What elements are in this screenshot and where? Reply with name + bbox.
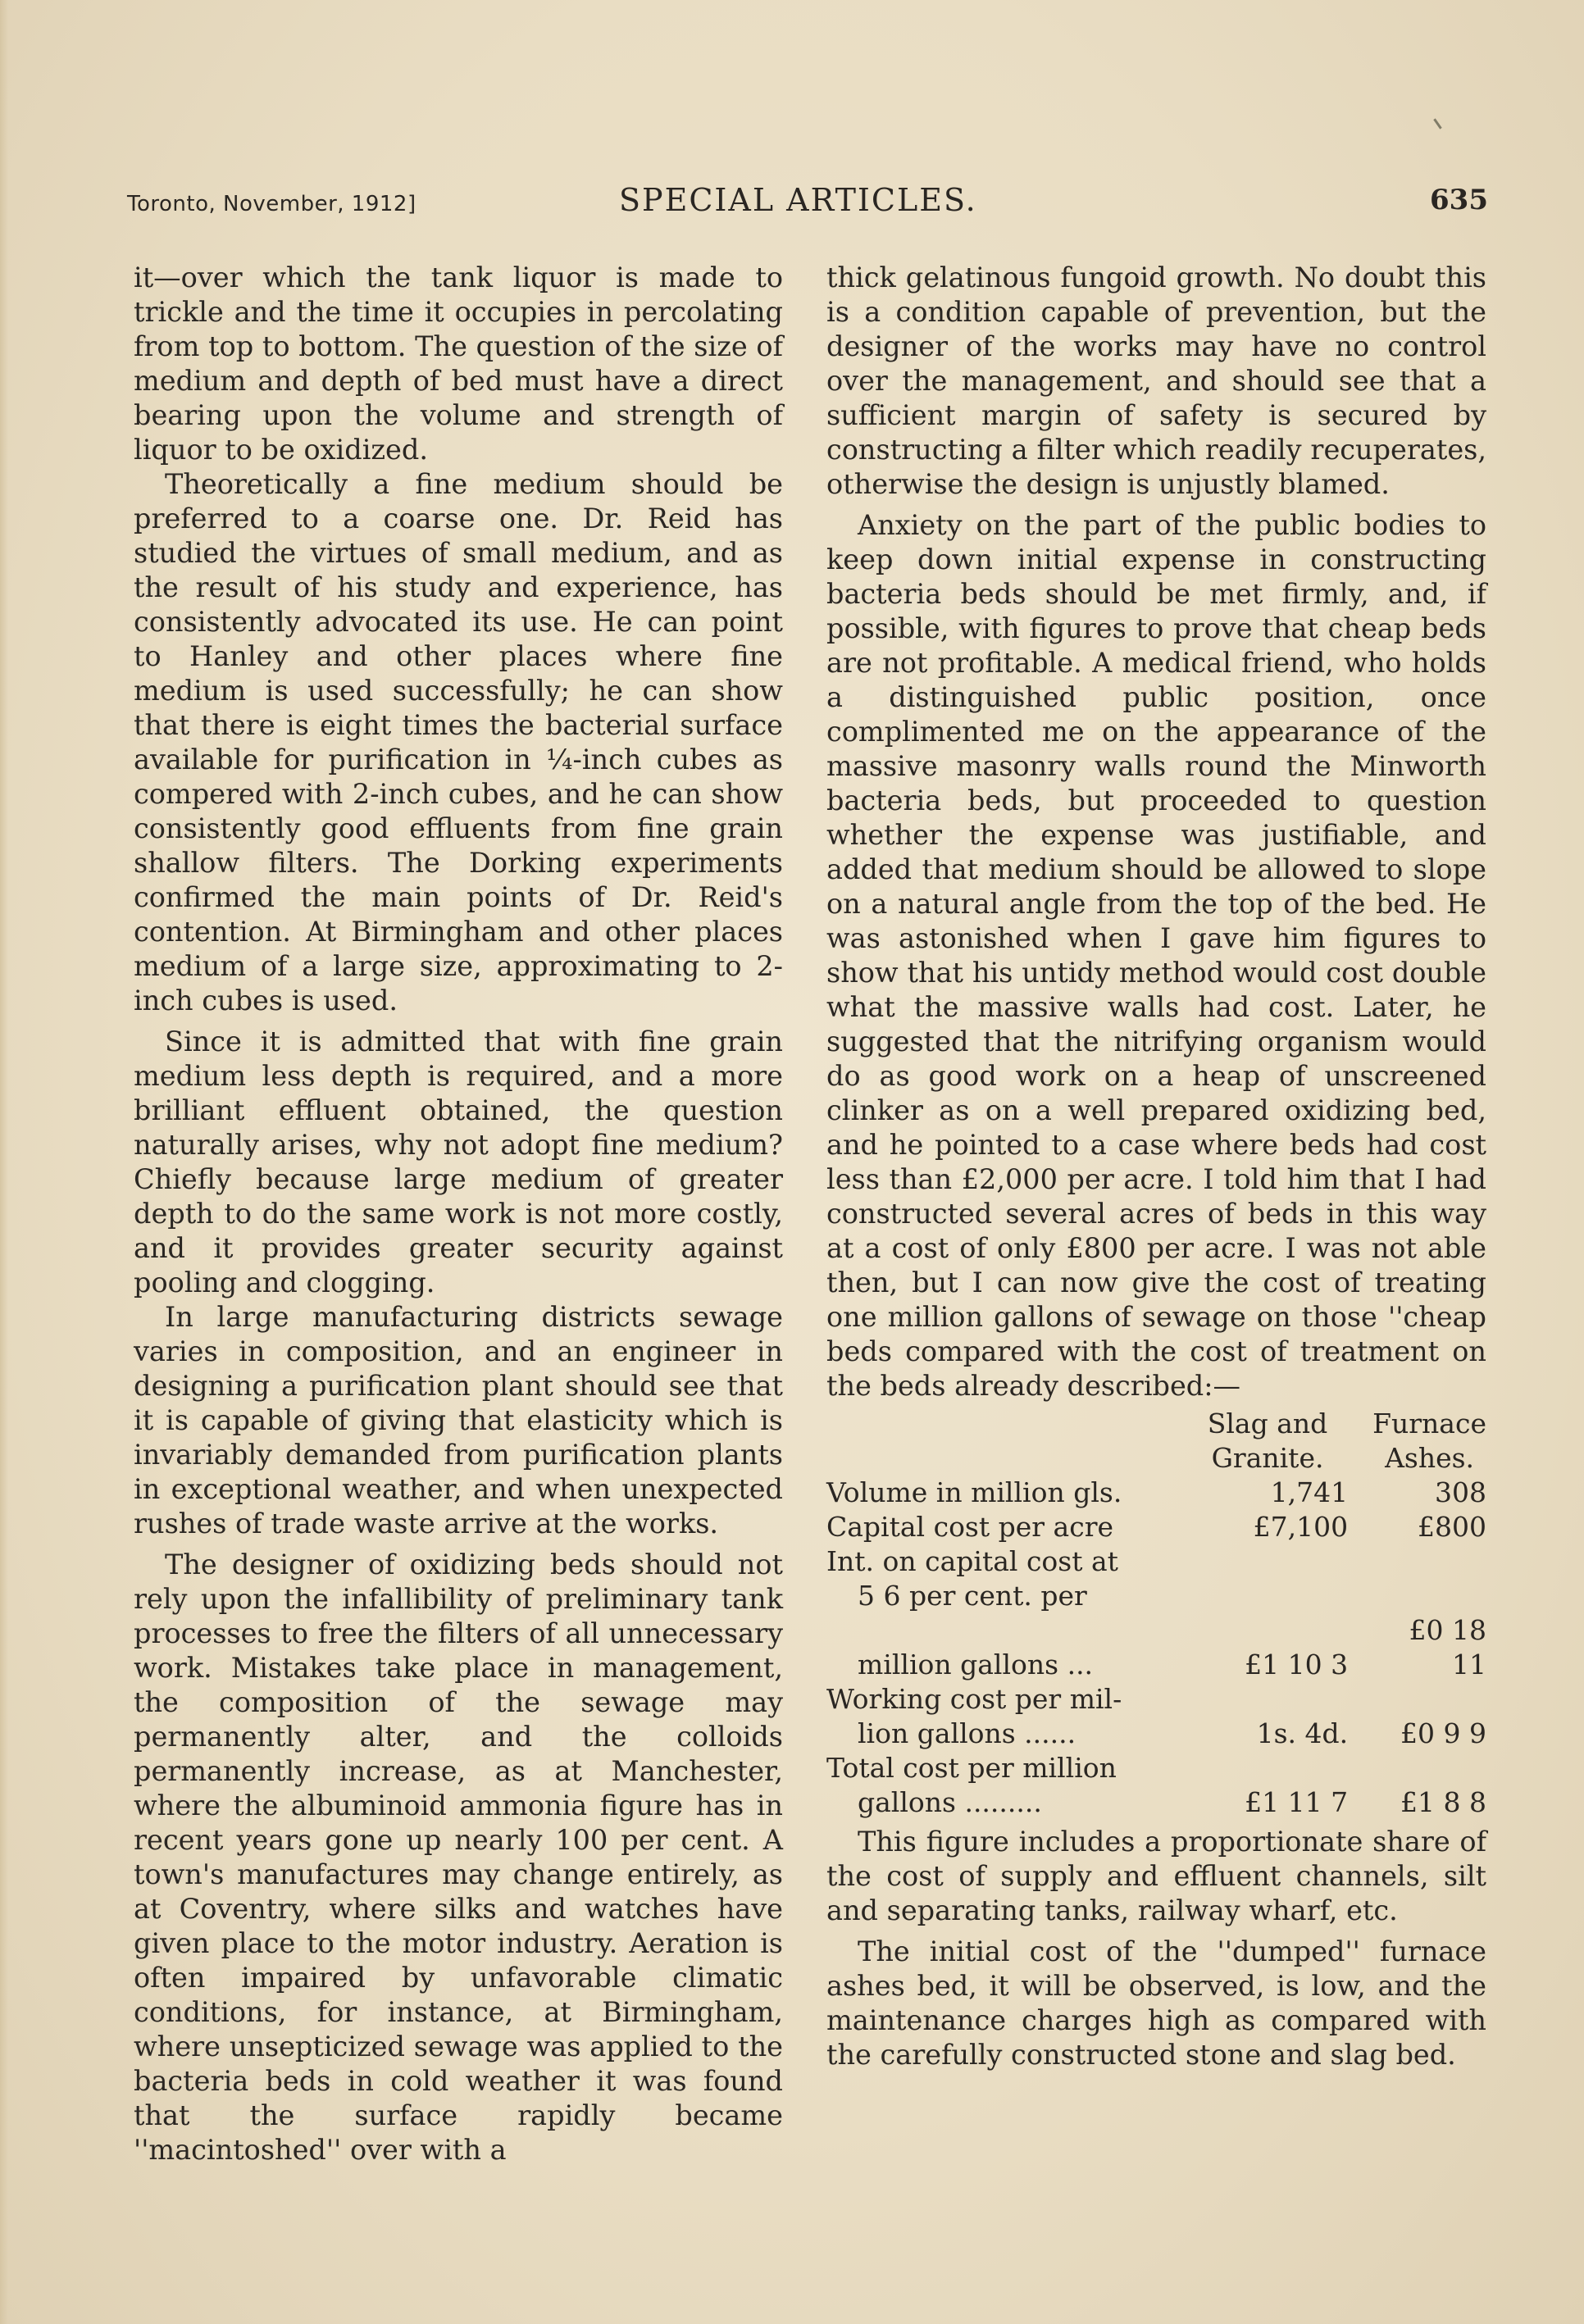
table-row [826, 1785, 1486, 1820]
table-row [826, 1613, 1486, 1682]
page-edge-shadow [0, 0, 8, 2324]
table-row [826, 1510, 1486, 1544]
table-row [826, 1682, 1486, 1717]
row-label: Total cost per million [826, 1752, 1117, 1784]
table-row [826, 1579, 1486, 1613]
furnace-value: £0 9 9 [1400, 1717, 1486, 1749]
paragraph: The initial cost of the ''dumped'' furnace ashes bed, it will be observed, is low, and the maintenance charges high as compared with the carefully constructed stone and slag bed. [826, 1935, 1486, 2071]
slag-value [1187, 1579, 1372, 1613]
furnace-value [1372, 1682, 1486, 1717]
table-row [826, 1476, 1486, 1510]
table-header-row [826, 1441, 1486, 1476]
row-label: Capital cost per acre [826, 1511, 1113, 1543]
row-label: lion gallons ...... [858, 1717, 1076, 1749]
paragraph: The designer of oxidizing beds should not rely upon the infallibility of preliminary tank processes to free the filters of all unnecessary work. Mistakes take place in management, the composition of the sewage may permanently alter, and the colloids permanently increase, as at Manchester, where the albuminoid ammonia figure has in recent years gone up nearly 100 per cent. A town's manufactures may change entirely, as at Coventry, where silks and watches have given place to the motor industry. Aeration is often impaired by unfavorable climatic conditions, for instance, at Birmingham, where unsepticized sewage was applied to the bacteria beds in cold weather it was found that the surface rapidly became ''macintoshed'' over with a [134, 1549, 783, 2166]
left-column [134, 261, 783, 2167]
paragraph: Anxiety on the part of the public bodies to keep down initial expense in constructing bacteria beds should be met firmly, and, if possible, with figures to prove that cheap beds are not profitable. A medical friend, who holds a distinguished public position, once complimented me on the appearance of the massive masonry walls round the Minworth bacteria beds, but proceeded to question whether the expense was justifiable, and added that medium should be allowed to slope on a natural angle from the top of the bed. He was astonished when I gave him figures to show that his untidy method would cost double what the massive walls had cost. Later, he suggested that the nitrifying organism would do as good work on a heap of unscreened clinker as on a well prepared oxidizing bed, and he pointed to a case where beds had cost less than £2,000 per acre. I told him that I had constructed several acres of beds in this way at a cost of only £800 per acre. I was not able then, but I can now give the cost of treating one million gallons of sewage on those ''cheap beds compared with the cost of treatment on the beds already described:— [826, 509, 1486, 1402]
right-column [826, 261, 1486, 2072]
slag-value: £1 11 7 [1245, 1786, 1349, 1818]
column-header-furnace: Furnace [1372, 1408, 1486, 1439]
header-date: Toronto, November, 1912] [127, 192, 416, 216]
paragraph: thick gelatinous fungoid growth. No doubt this is a condition capable of prevention, but the designer of the works may have no control over the management, and should see that a sufficient margin of safety is secured by constructing a filter which readily recuperates, otherwise the design is unjustly blamed. [826, 262, 1486, 500]
page-number: 635 [1430, 184, 1488, 216]
paragraph: In large manufacturing districts sewage varies in composition, and an engineer in designing a purification plant should see that it is capable of giving that elasticity which is invariably demanded from purification plants in exceptional weather, and when unexpected rushes of trade waste arrive at the works. [134, 1301, 783, 1539]
table-row [826, 1717, 1486, 1751]
paragraph: Theoretically a fine medium should be preferred to a coarse one. Dr. Reid has studied the virtues of small medium, and as the result of his study and experience, has consistently advocated its use. He can point to Hanley and other places where fine medium is used successfully; he can show that there is eight times the bacterial surface available for purification in ¼-inch cubes as compered with 2-inch cubes, and he can show consistently good effluents from fine grain shallow filters. The Dorking experiments confirmed the main points of Dr. Reid's contention. At Birmingham and other places medium of a large size, approximating to 2-inch cubes is used. [134, 468, 783, 1016]
slag-value [1187, 1751, 1372, 1785]
column-header-furnace: Ashes. [1385, 1442, 1475, 1474]
row-label: 5 6 per cent. per [858, 1580, 1087, 1612]
header-section-title: SPECIAL ARTICLES. [619, 182, 977, 218]
furnace-value: £0 18 11 [1409, 1614, 1486, 1680]
cost-comparison-table [826, 1407, 1486, 1820]
paragraph: it—over which the tank liquor is made to trickle and the time it occupies in percolating from top to bottom. The question of the size of medium and depth of bed must have a direct bearing upon the volume and strength of liquor to be oxidized. [134, 262, 783, 466]
paragraph: This figure includes a proportionate share of the cost of supply and effluent channels, silt and separating tanks, railway wharf, etc. [826, 1826, 1486, 1926]
slag-value: £1 10 3 [1245, 1649, 1349, 1680]
slag-value [1187, 1682, 1372, 1717]
row-label: million gallons ... [858, 1649, 1094, 1680]
slag-value [1187, 1544, 1372, 1579]
column-header-slag: Slag and [1207, 1408, 1328, 1439]
slag-value: 1s. 4d. [1256, 1717, 1349, 1749]
column-header-slag: Granite. [1211, 1442, 1324, 1474]
furnace-value [1372, 1751, 1486, 1785]
row-label: Working cost per mil- [826, 1683, 1122, 1715]
running-header [127, 182, 1488, 231]
table-header-row [826, 1407, 1486, 1441]
row-label: Volume in million gls. [826, 1476, 1122, 1508]
paragraph: Since it is admitted that with fine grain medium less depth is required, and a more brilliant effluent obtained, the question naturally arises, why not adopt fine medium? Chiefly because large medium of greater depth to do the same work is not more costly, and it provides greater security against pooling and clogging. [134, 1026, 783, 1298]
furnace-value [1372, 1544, 1486, 1579]
row-label: Int. on capital cost at [826, 1545, 1118, 1577]
furnace-value: 308 [1435, 1476, 1486, 1508]
table-row [826, 1544, 1486, 1579]
furnace-value: £1 8 8 [1400, 1786, 1486, 1818]
slag-value: 1,741 [1270, 1476, 1349, 1508]
slag-value: £7,100 [1253, 1511, 1349, 1543]
furnace-value: £800 [1418, 1511, 1486, 1543]
row-label: gallons ......... [858, 1786, 1042, 1818]
table-row [826, 1751, 1486, 1785]
ink-speck [1433, 118, 1441, 129]
furnace-value [1372, 1579, 1486, 1613]
